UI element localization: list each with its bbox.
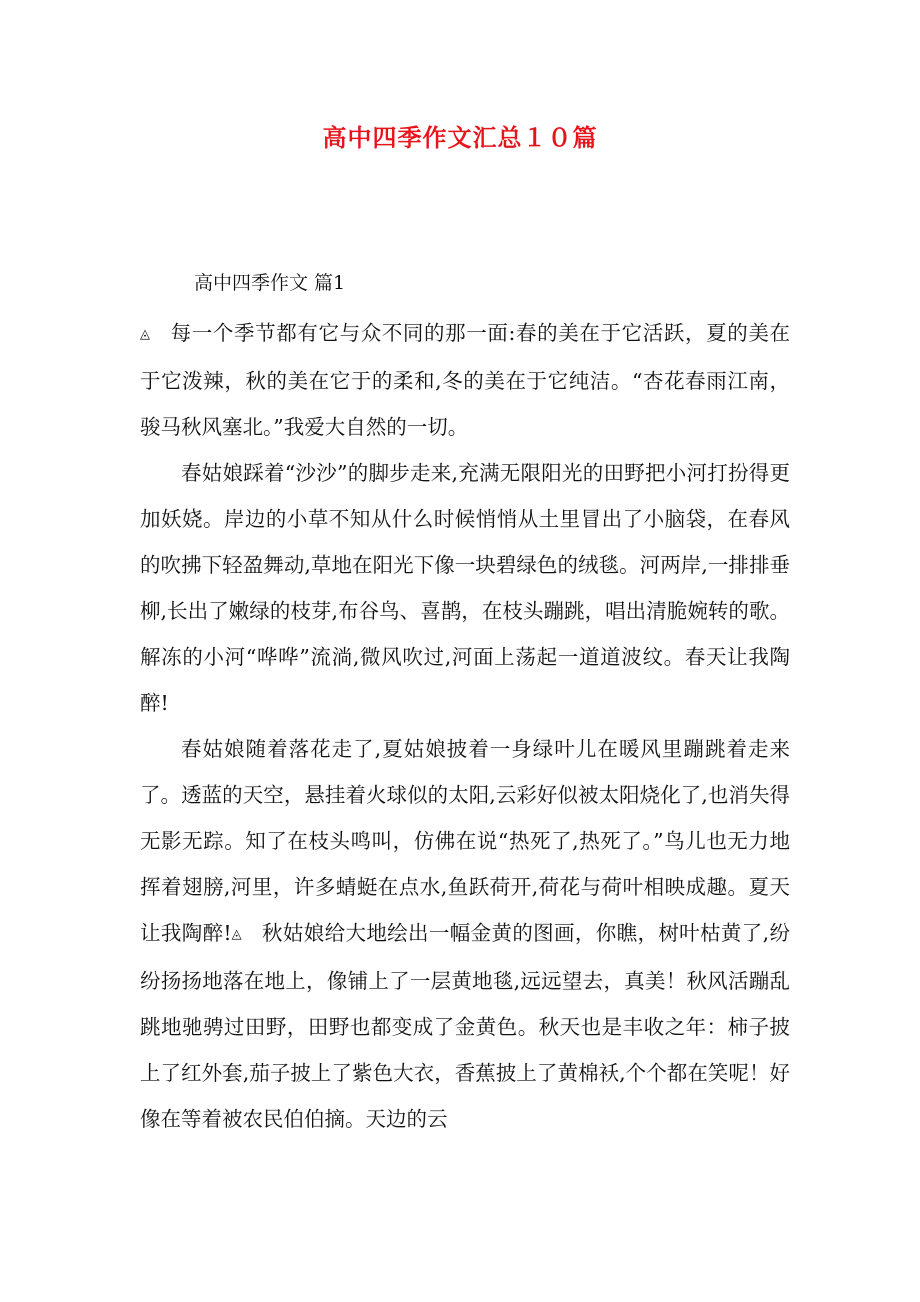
- section-heading: 高中四季作文 篇1: [194, 272, 346, 294]
- document-title: 高中四季作文汇总１０篇: [322, 123, 598, 152]
- paragraph-3: [140, 726, 790, 1142]
- bullet-marker-icon: ◬: [231, 927, 242, 942]
- paragraph-3-continuation-text: 秋姑娘给大地绘出一幅金黄的图画，你瞧，树叶枯黄了,纷纷扬扬地落在地上，像铺上了一层黄地毯,远远望去，真美！秋风活蹦乱跳地驰骋过田野，田野也都变成了金黄色。秋天也是丰收之年：柿子披上了红外套,茄子披上了紫色大衣，香蕉披上了黄棉袄,个个都在笑呢！好像在等着被农民伯伯摘。天边的云: [140, 921, 790, 1131]
- paragraph-1-text: 每一个季节都有它与众不同的那一面:春的美在于它活跃，夏的美在于它泼辣，秋的美在它于的柔和,冬的美在于它纯洁。“杏花春雨江南，骏马秋风塞北。”我爱大自然的一切。: [140, 321, 790, 439]
- document-body: [140, 310, 790, 1142]
- paragraph-3-text: 春姑娘随着落花走了,夏姑娘披着一身绿叶儿在暖风里蹦跳着走来了。透蓝的天空，悬挂着火球似的太阳,云彩好似被太阳烧化了,也消失得无影无踪。知了在枝头鸣叫，仿佛在说“热死了,热死了。”鸟儿也无力地挥着翅膀,河里，许多蜻蜓在点水,鱼跃荷开,荷花与荷叶相映成趣。夏天让我陶醉!: [140, 737, 790, 945]
- paragraph-2-text: 春姑娘踩着“沙沙”的脚步走来,充满无限阳光的田野把小河打扮得更加妖娆。岸边的小草不知从什么时候悄悄从土里冒出了小脑袋，在春风的吹拂下轻盈舞动,草地在阳光下像一块碧绿色的绒毯。河两岸,一排排垂柳,长出了嫩绿的枝芽,布谷鸟、喜鹊，在枝头蹦跳，唱出清脆婉转的歌。解冻的小河“哗哗”流淌,微风吹过,河面上荡起一道道波纹。春天让我陶醉!: [140, 461, 790, 715]
- paragraph-2: [140, 450, 790, 726]
- bullet-marker-icon: ◬: [140, 327, 150, 342]
- paragraph-1: [140, 310, 790, 450]
